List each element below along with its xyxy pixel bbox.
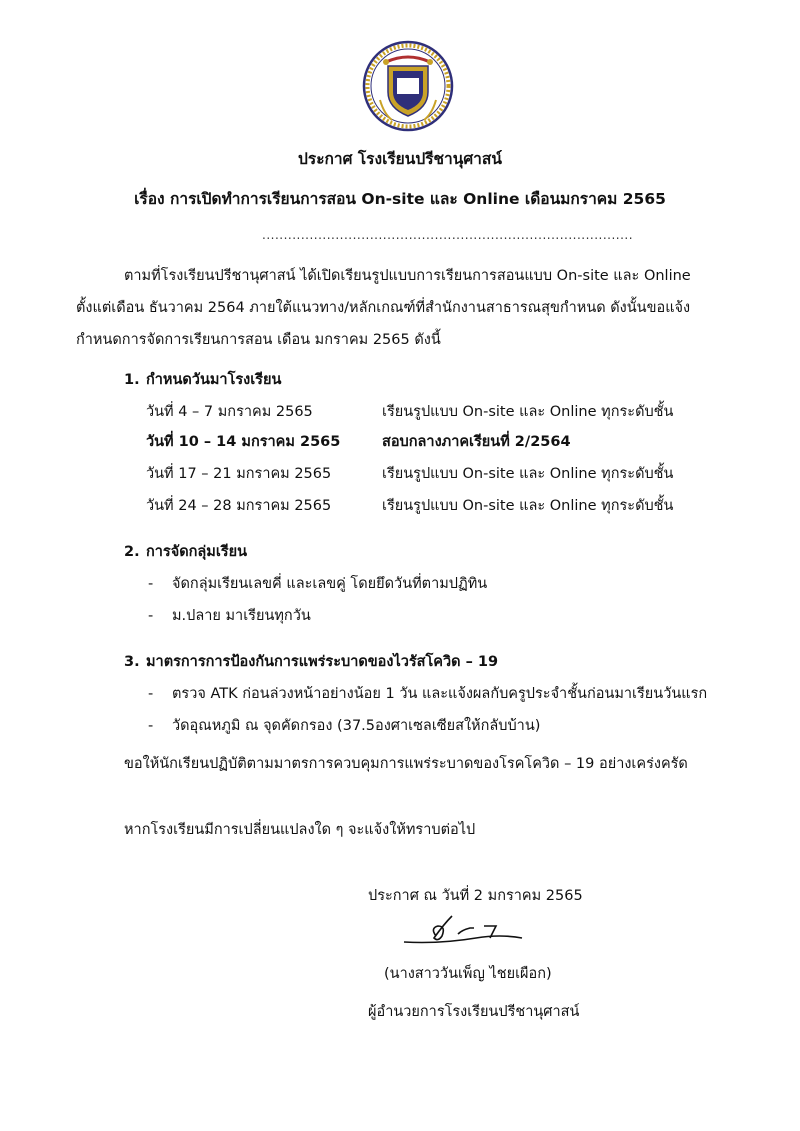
schedule-row <box>146 462 673 485</box>
list-item-text: วัดอุณหภูมิ ณ จุดคัดกรอง (37.5องศาเซลเซียสให้กลับบ้าน) <box>172 718 541 734</box>
list-item <box>148 604 311 627</box>
section-3-number: 3. <box>124 654 140 670</box>
intro-line-2: ตั้งแต่เดือน ธันวาคม 2564 ภายใต้แนวทาง/หลักเกณฑ์ที่สำนักงานสาธารณสุขกำหนด ดังนั้นขอแจ้ง <box>76 300 691 316</box>
section-3-heading <box>124 650 498 673</box>
list-item-text: ม.ปลาย มาเรียนทุกวัน <box>172 608 311 624</box>
schedule-date: วันที่ 10 – 14 มกราคม 2565 <box>146 434 341 450</box>
list-item <box>148 682 707 705</box>
section-1-heading <box>124 368 281 391</box>
schedule-row <box>146 400 673 423</box>
schedule-row <box>146 430 571 453</box>
intro-line-1: ตามที่โรงเรียนปรีชานุศาสน์ ได้เปิดเรียนรูปแบบการเรียนการสอนแบบ On-site และ Online <box>124 268 691 284</box>
list-item-text: จัดกลุ่มเรียนเลขคี่ และเลขคู่ โดยยึดวันที่ตามปฏิทิน <box>172 576 488 592</box>
closing-notice: หากโรงเรียนมีการเปลี่ยนแปลงใด ๆ จะแจ้งให้ทราบต่อไป <box>124 822 476 838</box>
section-2-number: 2. <box>124 544 140 560</box>
bullet-dash: - <box>148 718 154 734</box>
announcement-date: ประกาศ ณ วันที่ 2 มกราคม 2565 <box>368 888 583 904</box>
list-item <box>148 572 487 595</box>
intro-line-3: กำหนดการจัดการเรียนการสอน เดือน มกราคม 2565 ดังนี้ <box>76 332 441 348</box>
dotted-separator: ...................................................................................... <box>262 228 634 242</box>
schedule-row <box>146 494 673 517</box>
list-item <box>148 714 540 737</box>
announcement-subject: เรื่อง การเปิดทำการเรียนการสอน On-site และ Online เดือนมกราคม 2565 <box>134 190 666 208</box>
schedule-detail: สอบกลางภาคเรียนที่ 2/2564 <box>382 434 571 450</box>
schedule-date: วันที่ 4 – 7 มกราคม 2565 <box>146 404 313 420</box>
signer-position: ผู้อำนวยการโรงเรียนปรีชานุศาสน์ <box>368 1004 580 1020</box>
schedule-detail: เรียนรูปแบบ On-site และ Online ทุกระดับชั้น <box>382 404 674 420</box>
signature-image <box>400 904 530 956</box>
section-1-number: 1. <box>124 372 140 388</box>
section-1-title: กำหนดวันมาโรงเรียน <box>146 372 282 388</box>
schedule-detail: เรียนรูปแบบ On-site และ Online ทุกระดับชั้น <box>382 498 674 514</box>
closing-request: ขอให้นักเรียนปฏิบัติตามมาตรการควบคุมการแพร่ระบาดของโรคโควิด – 19 อย่างเคร่งครัด <box>124 756 688 772</box>
bullet-dash: - <box>148 576 154 592</box>
section-2-title: การจัดกลุ่มเรียน <box>146 544 247 560</box>
section-2-heading <box>124 540 247 563</box>
announcement-title: ประกาศ โรงเรียนปรีชานุศาสน์ <box>298 150 502 168</box>
schedule-detail: เรียนรูปแบบ On-site และ Online ทุกระดับชั้น <box>382 466 674 482</box>
signer-name: (นางสาววันเพ็ญ ไชยเผือก) <box>384 966 552 982</box>
section-3-title: มาตรการการป้องกันการแพร่ระบาดของไวรัสโควิด – 19 <box>146 654 499 670</box>
schedule-date: วันที่ 17 – 21 มกราคม 2565 <box>146 466 332 482</box>
bullet-dash: - <box>148 686 154 702</box>
schedule-date: วันที่ 24 – 28 มกราคม 2565 <box>146 498 332 514</box>
list-item-text: ตรวจ ATK ก่อนล่วงหน้าอย่างน้อย 1 วัน และแจ้งผลกับครูประจำชั้นก่อนมาเรียนวันแรก <box>172 686 708 702</box>
bullet-dash: - <box>148 608 154 624</box>
school-seal-logo <box>362 40 454 132</box>
